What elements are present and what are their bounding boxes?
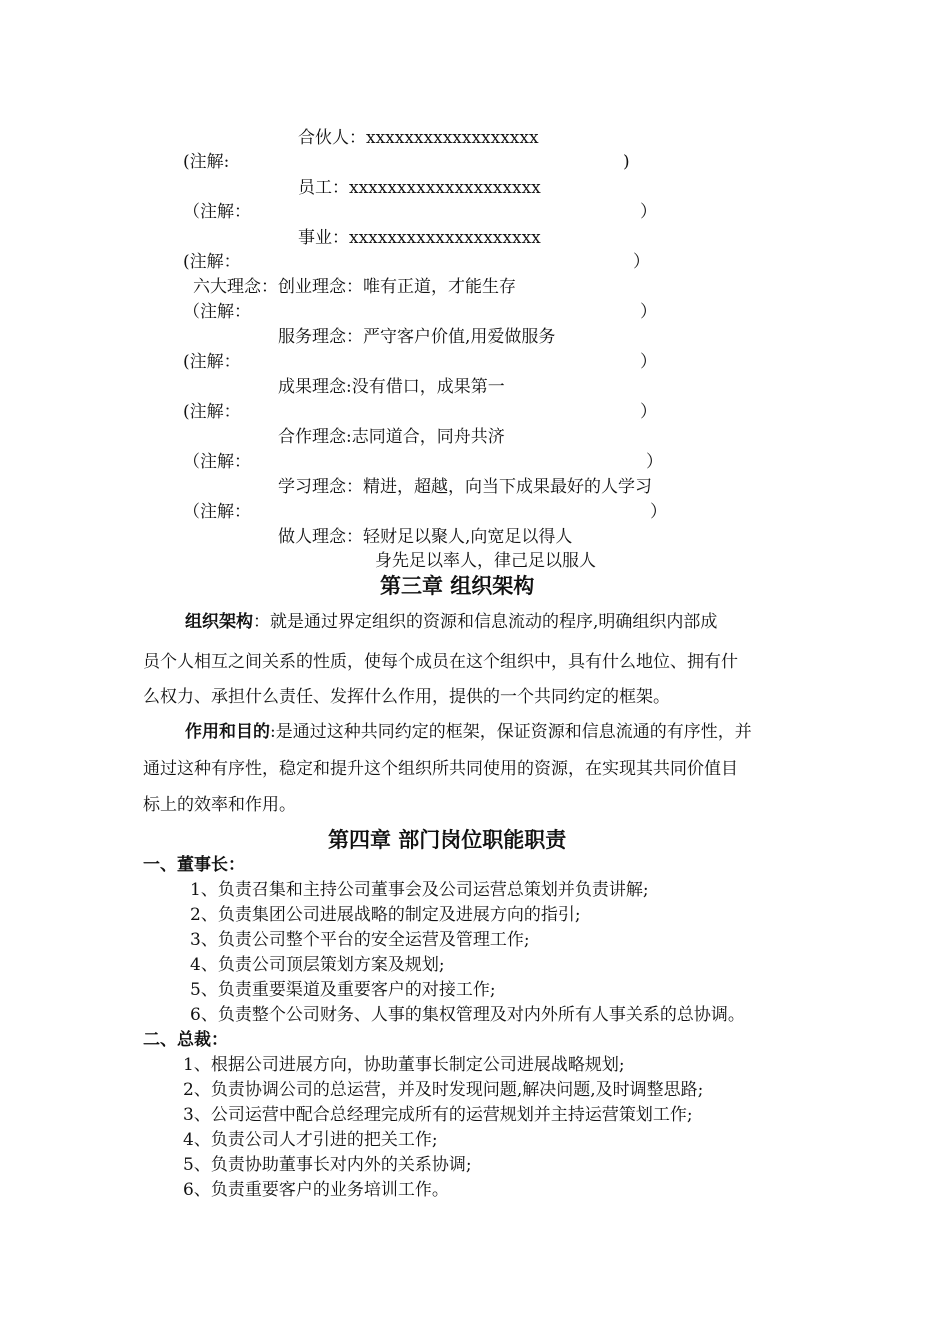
note-close: ） bbox=[640, 302, 657, 322]
list-item: 5、负责重要渠道及重要客户的对接工作; bbox=[190, 980, 496, 1000]
note-close: ） bbox=[640, 352, 657, 372]
note-close: ） bbox=[646, 452, 663, 472]
chapter3-paragraph1-line1 bbox=[185, 611, 717, 633]
chapter4-title: 第四章 部门岗位职能职责 bbox=[328, 827, 567, 852]
paragraph-text: :是通过这种共同约定的框架，保证资源和信息流通的有序性，并 bbox=[270, 722, 752, 742]
note-close: ） bbox=[640, 402, 657, 422]
term-org-structure: 组织架构 bbox=[185, 612, 253, 632]
entrepreneur-value: 创业理念：唯有正道，才能生存 bbox=[278, 277, 516, 297]
list-item: 4、负责公司顶层策划方案及规划; bbox=[190, 955, 445, 975]
paragraph-text: ：就是通过界定组织的资源和信息流动的程序,明确组织内部成 bbox=[253, 612, 718, 632]
note-open: (注解: bbox=[183, 152, 230, 172]
employee-line bbox=[298, 177, 541, 199]
note-close: ） bbox=[633, 252, 650, 272]
career-value: xxxxxxxxxxxxxxxxxxxx bbox=[349, 228, 541, 248]
note-open: （注解： bbox=[183, 452, 251, 472]
six-values-line bbox=[193, 276, 516, 298]
note-open: （注解： bbox=[183, 302, 251, 322]
learning-value: 学习理念：精进，超越，向当下成果最好的人学习 bbox=[278, 477, 652, 497]
list-item: 1、负责召集和主持公司董事会及公司运营总策划并负责讲解; bbox=[190, 880, 649, 900]
note-open: (注解： bbox=[183, 352, 241, 372]
note-open: (注解： bbox=[183, 402, 241, 422]
president-heading: 二、总裁： bbox=[143, 1030, 228, 1050]
list-item: 3、公司运营中配合总经理完成所有的运营规划并主持运营策划工作; bbox=[183, 1105, 693, 1125]
career-line bbox=[298, 227, 541, 249]
service-value: 服务理念：严守客户价值,用爱做服务 bbox=[278, 327, 556, 347]
chapter3-paragraph2-line1 bbox=[185, 721, 752, 743]
note-open: （注解： bbox=[183, 502, 251, 522]
chapter3-paragraph1-line3: 么权力、承担什么责任、发挥什么作用，提供的一个共同约定的框架。 bbox=[143, 687, 670, 707]
term-purpose: 作用和目的 bbox=[185, 722, 270, 742]
employee-value: xxxxxxxxxxxxxxxxxxxx bbox=[349, 178, 541, 198]
result-value: 成果理念:没有借口，成果第一 bbox=[278, 377, 505, 397]
list-item: 2、负责集团公司进展战略的制定及进展方向的指引; bbox=[190, 905, 581, 925]
partner-line bbox=[298, 127, 539, 149]
list-item: 4、负责公司人才引进的把关工作; bbox=[183, 1130, 438, 1150]
note-close: ) bbox=[623, 152, 630, 172]
conduct-value-line1: 做人理念：轻财足以聚人,向宽足以得人 bbox=[278, 527, 573, 547]
list-item: 3、负责公司整个平台的安全运营及管理工作; bbox=[190, 930, 530, 950]
note-open: (注解： bbox=[183, 252, 241, 272]
conduct-value-line2: 身先足以率人，律己足以服人 bbox=[375, 551, 596, 571]
note-close: ） bbox=[650, 502, 667, 522]
cooperation-value: 合作理念:志同道合，同舟共济 bbox=[278, 427, 505, 447]
chapter3-paragraph2-line2: 通过这种有序性，稳定和提升这个组织所共同使用的资源，在实现其共同价值目 bbox=[143, 759, 738, 779]
list-item: 6、负责重要客户的业务培训工作。 bbox=[183, 1180, 449, 1200]
employee-label: 员工： bbox=[298, 178, 349, 198]
list-item: 2、负责协调公司的总运营，并及时发现问题,解决问题,及时调整思路; bbox=[183, 1080, 704, 1100]
chapter3-paragraph2-line3: 标上的效率和作用。 bbox=[143, 795, 296, 815]
career-label: 事业： bbox=[298, 228, 349, 248]
chapter3-title: 第三章 组织架构 bbox=[380, 573, 535, 598]
chairman-heading: 一、董事长： bbox=[143, 855, 245, 875]
partner-label: 合伙人： bbox=[298, 128, 366, 148]
chapter3-paragraph1-line2: 员个人相互之间关系的性质，使每个成员在这个组织中，具有什么地位、拥有什 bbox=[143, 652, 738, 672]
list-item: 1、根据公司进展方向，协助董事长制定公司进展战略规划; bbox=[183, 1055, 625, 1075]
partner-value: xxxxxxxxxxxxxxxxxx bbox=[366, 128, 539, 148]
note-close: ） bbox=[640, 202, 657, 222]
list-item: 5、负责协助董事长对内外的关系协调; bbox=[183, 1155, 472, 1175]
list-item: 6、负责整个公司财务、人事的集权管理及对内外所有人事关系的总协调。 bbox=[190, 1005, 745, 1025]
six-values-prefix: 六大理念： bbox=[193, 277, 278, 297]
note-open: （注解： bbox=[183, 202, 251, 222]
